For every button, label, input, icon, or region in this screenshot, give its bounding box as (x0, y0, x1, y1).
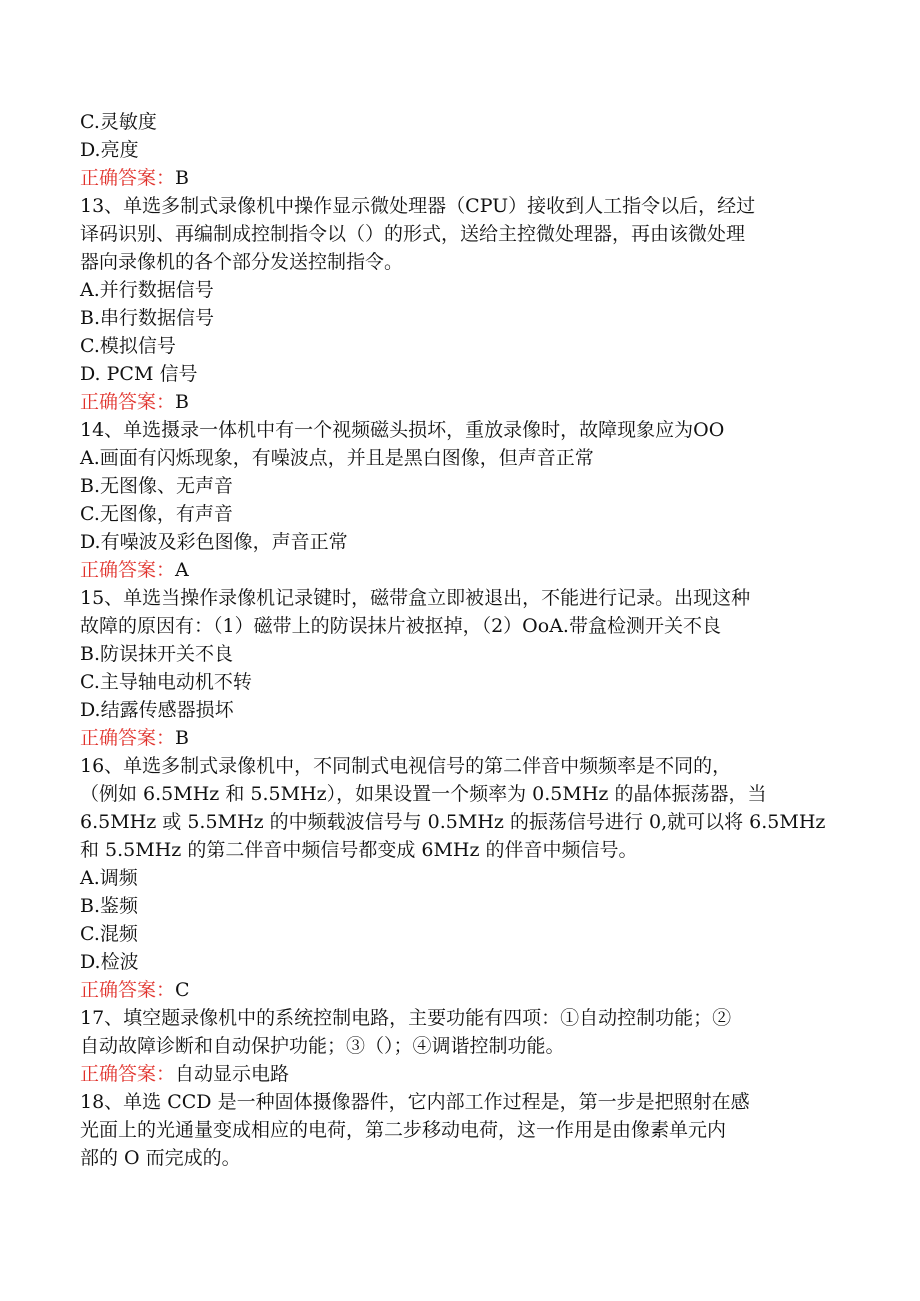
question-text-line: 6.5MHz 或 5.5MHz 的中频载波信号与 0.5MHz 的振荡信号进行 0,就可以将 6.5MHz (80, 811, 826, 833)
answer-label: 正确答案： (80, 167, 176, 189)
question-text-line: 15、单选当操作录像机记录键时，磁带盒立即被退出，不能进行记录。出现这种 (80, 587, 751, 609)
answer-label: 正确答案： (80, 559, 176, 581)
answer-value: B (175, 391, 189, 413)
option-line: D.检波 (80, 951, 139, 973)
answer-line (80, 556, 840, 584)
question-text-line: 18、单选 CCD 是一种固体摄像器件，它内部工作过程是，第一步是把照射在感 (80, 1091, 750, 1113)
question-text-line: （例如 6.5MHz 和 5.5MHz），如果设置一个频率为 0.5MHz 的晶体振荡器，当 (80, 783, 767, 805)
option-line: D. PCM 信号 (80, 363, 198, 385)
question-text-line: 14、单选摄录一体机中有一个视频磁头损坏，重放录像时，故障现象应为OO (80, 419, 725, 441)
question-text-line: 13、单选多制式录像机中操作显示微处理器（CPU）接收到人工指令以后，经过 (80, 195, 756, 217)
question-text-line: 器向录像机的各个部分发送控制指令。 (80, 251, 404, 273)
option-line: D.亮度 (80, 139, 139, 161)
question-text-line: 光面上的光通量变成相应的电荷，第二步移动电荷，这一作用是由像素单元内 (80, 1119, 727, 1141)
answer-line (80, 1060, 840, 1088)
option-line: B.防误抹开关不良 (80, 643, 234, 665)
question-text-line: 部的 O 而完成的。 (80, 1147, 241, 1169)
answer-line (80, 724, 840, 752)
answer-label: 正确答案： (80, 1063, 176, 1085)
answer-value: 自动显示电路 (175, 1063, 290, 1085)
answer-value: A (175, 559, 189, 581)
option-line: C.模拟信号 (80, 335, 176, 357)
document-page (80, 108, 840, 1172)
answer-value: B (175, 727, 189, 749)
question-text-line: 17、填空题录像机中的系统控制电路，主要功能有四项：①自动控制功能；② (80, 1007, 732, 1029)
option-line: C.混频 (80, 923, 138, 945)
option-line: B.鉴频 (80, 895, 139, 917)
question-text-line: 故障的原因有：（1）磁带上的防误抹片被抠掉，（2）OoA.带盒检测开关不良 (80, 615, 721, 637)
option-line: A.画面有闪烁现象，有噪波点，并且是黑白图像，但声音正常 (80, 447, 594, 469)
option-line: A.调频 (80, 867, 138, 889)
answer-value: C (175, 979, 190, 1001)
option-line: C.无图像，有声音 (80, 503, 233, 525)
answer-line (80, 164, 840, 192)
option-line: D.有噪波及彩色图像，声音正常 (80, 531, 348, 553)
answer-label: 正确答案： (80, 391, 176, 413)
option-line: C.灵敏度 (80, 111, 157, 133)
question-text-line: 和 5.5MHz 的第二伴音中频信号都变成 6MHz 的伴音中频信号。 (80, 839, 638, 861)
answer-value: B (175, 167, 189, 189)
option-line: B.无图像、无声音 (80, 475, 234, 497)
option-line: A.并行数据信号 (80, 279, 214, 301)
answer-line (80, 976, 840, 1004)
option-line: C.主导轴电动机不转 (80, 671, 252, 693)
answer-label: 正确答案： (80, 727, 176, 749)
answer-label: 正确答案： (80, 979, 176, 1001)
question-text-line: 16、单选多制式录像机中，不同制式电视信号的第二伴音中频频率是不同的， (80, 755, 732, 777)
question-text-line: 自动故障诊断和自动保护功能；③（）；④调谐控制功能。 (80, 1035, 565, 1057)
option-line: D.结露传感器损坏 (80, 699, 234, 721)
question-text-line: 译码识别、再编制成控制指令以（）的形式，送给主控微处理器，再由该微处理 (80, 223, 746, 245)
answer-line (80, 388, 840, 416)
option-line: B.串行数据信号 (80, 307, 215, 329)
